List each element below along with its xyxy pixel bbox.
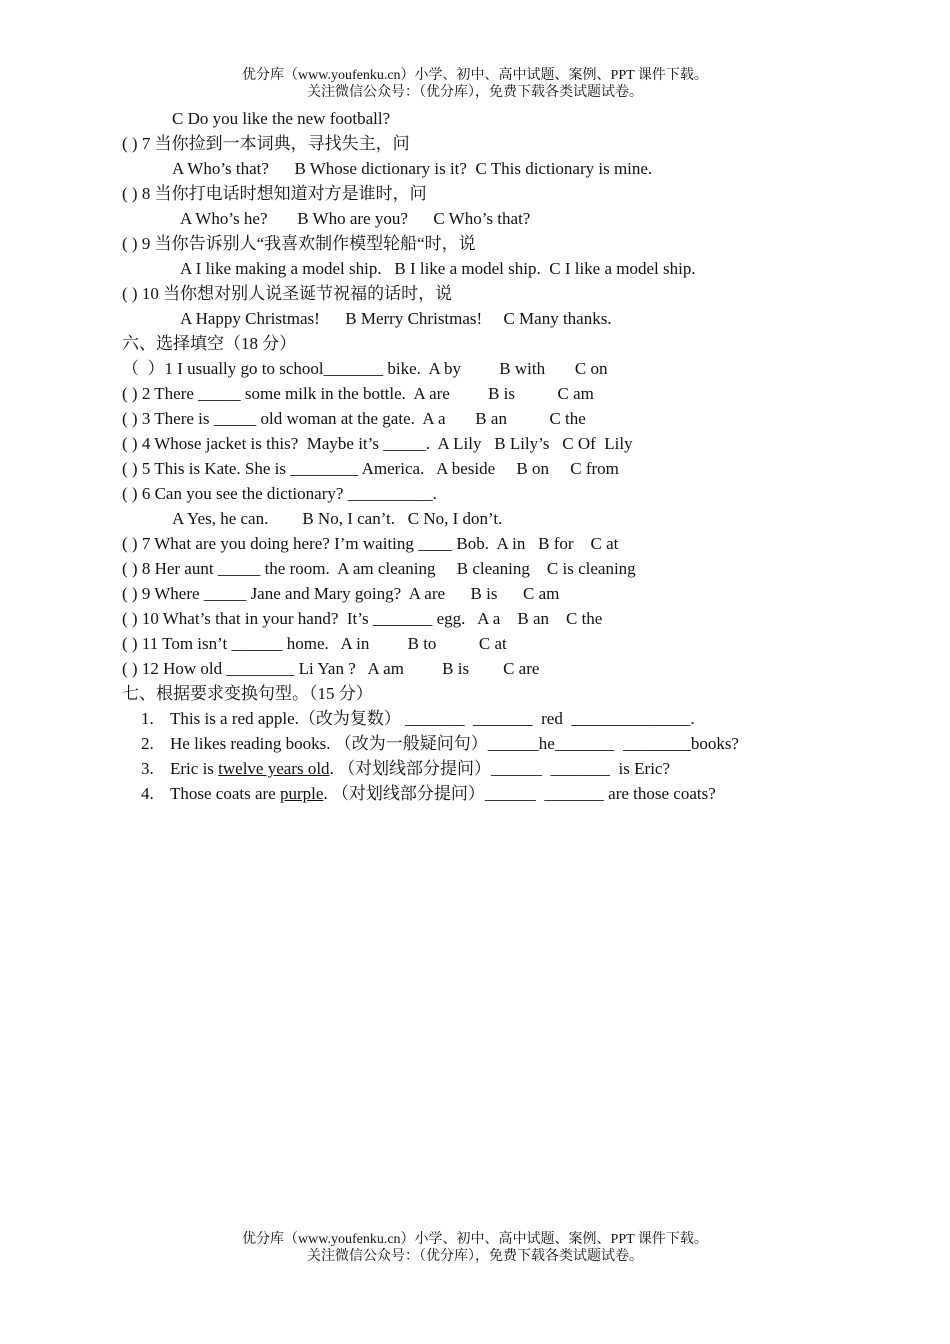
s6-question-2: ( ) 2 There _____ some milk in the bottle. A are B is C am	[122, 384, 594, 403]
header-line-1: 优分库（www.youfenku.cn）小学、初中、高中试题、案例、PPT 课件下载。	[242, 68, 708, 83]
s7-item-1-number: 1.	[141, 709, 154, 728]
s7-item-2-number: 2.	[141, 734, 154, 753]
s6-question-7: ( ) 7 What are you doing here? I’m waiting ____ Bob. A in B for C at	[122, 534, 619, 553]
s7-item-4-text	[170, 784, 716, 804]
s6-question-1: （ ）1 I usually go to school_______ bike. A by B with C on	[122, 359, 608, 378]
s5-q6-option-c: C Do you like the new football?	[172, 109, 391, 128]
s7-item-3-underlined: twelve years old	[218, 759, 330, 778]
s6-question-8: ( ) 8 Her aunt _____ the room. A am cleaning B cleaning C is cleaning	[122, 559, 636, 578]
footer-line-1: 优分库（www.youfenku.cn）小学、初中、高中试题、案例、PPT 课件下载。	[242, 1232, 708, 1247]
s5-q10-options: A Happy Christmas! B Merry Christmas! C Many thanks.	[180, 309, 612, 328]
header-line-2: 关注微信公众号：（优分库），免费下载各类试题试卷。	[307, 85, 643, 100]
page-footer	[0, 1231, 950, 1265]
s7-item-3-post: . （对划线部分提问）______ _______ is Eric?	[329, 759, 671, 778]
s6-question-3: ( ) 3 There is _____ old woman at the gate. A a B an C the	[122, 409, 586, 428]
s6-question-9: ( ) 9 Where _____ Jane and Mary going? A are B is C am	[122, 584, 560, 603]
s5-q9-options: A I like making a model ship. B I like a model ship. C I like a model ship.	[180, 259, 696, 278]
s7-item-4-pre: Those coats are	[170, 784, 280, 803]
s7-item-4-underlined: purple	[279, 784, 324, 803]
s7-item-4-number: 4.	[141, 784, 154, 803]
s5-q7-options: A Who’s that? B Whose dictionary is it? C This dictionary is mine.	[172, 159, 653, 178]
s5-question-9: ( ) 9 当你告诉别人“我喜欢制作模型轮船“时，说	[122, 234, 476, 253]
s7-item-3-number: 3.	[141, 759, 154, 778]
s6-question-12: ( ) 12 How old ________ Li Yan ? A am B is C are	[122, 659, 540, 678]
s7-item-4-post: . （对划线部分提问）______ _______ are those coats?	[323, 784, 716, 803]
s5-question-10: ( ) 10 当你想对别人说圣诞节祝福的话时，说	[122, 284, 453, 303]
s6-question-4: ( ) 4 Whose jacket is this? Maybe it’s _____. A Lily B Lily’s C Of Lily	[122, 434, 633, 453]
s6-question-10: ( ) 10 What’s that in your hand? It’s _______ egg. A a B an C the	[122, 609, 603, 628]
s7-item-2-text: He likes reading books. （改为一般疑问句）______he_______ ________books?	[170, 734, 739, 753]
s6-question-11: ( ) 11 Tom isn’t ______ home. A in B to C at	[122, 634, 507, 653]
s7-item-1-text: This is a red apple.（改为复数） _______ _______ red ______________.	[170, 709, 695, 728]
s7-item-3-pre: Eric is	[170, 759, 219, 778]
s6-q6-options: A Yes, he can. B No, I can’t. C No, I don’t.	[172, 509, 503, 528]
s6-question-6: ( ) 6 Can you see the dictionary? __________.	[122, 484, 437, 503]
s5-q8-options: A Who’s he? B Who are you? C Who’s that?	[180, 209, 531, 228]
s5-question-7: ( ) 7 当你捡到一本词典，寻找失主，问	[122, 134, 410, 153]
s5-question-8: ( ) 8 当你打电话时想知道对方是谁时，问	[122, 184, 427, 203]
section-7-title: 七、根据要求变换句型。（15 分）	[122, 684, 373, 703]
s6-question-5: ( ) 5 This is Kate. She is ________ America. A beside B on C from	[122, 459, 619, 478]
footer-line-2: 关注微信公众号：（优分库），免费下载各类试题试卷。	[307, 1249, 643, 1264]
page-header	[0, 67, 950, 101]
section-6-title: 六、选择填空（18 分）	[122, 334, 297, 353]
s7-item-3-text	[170, 759, 670, 779]
